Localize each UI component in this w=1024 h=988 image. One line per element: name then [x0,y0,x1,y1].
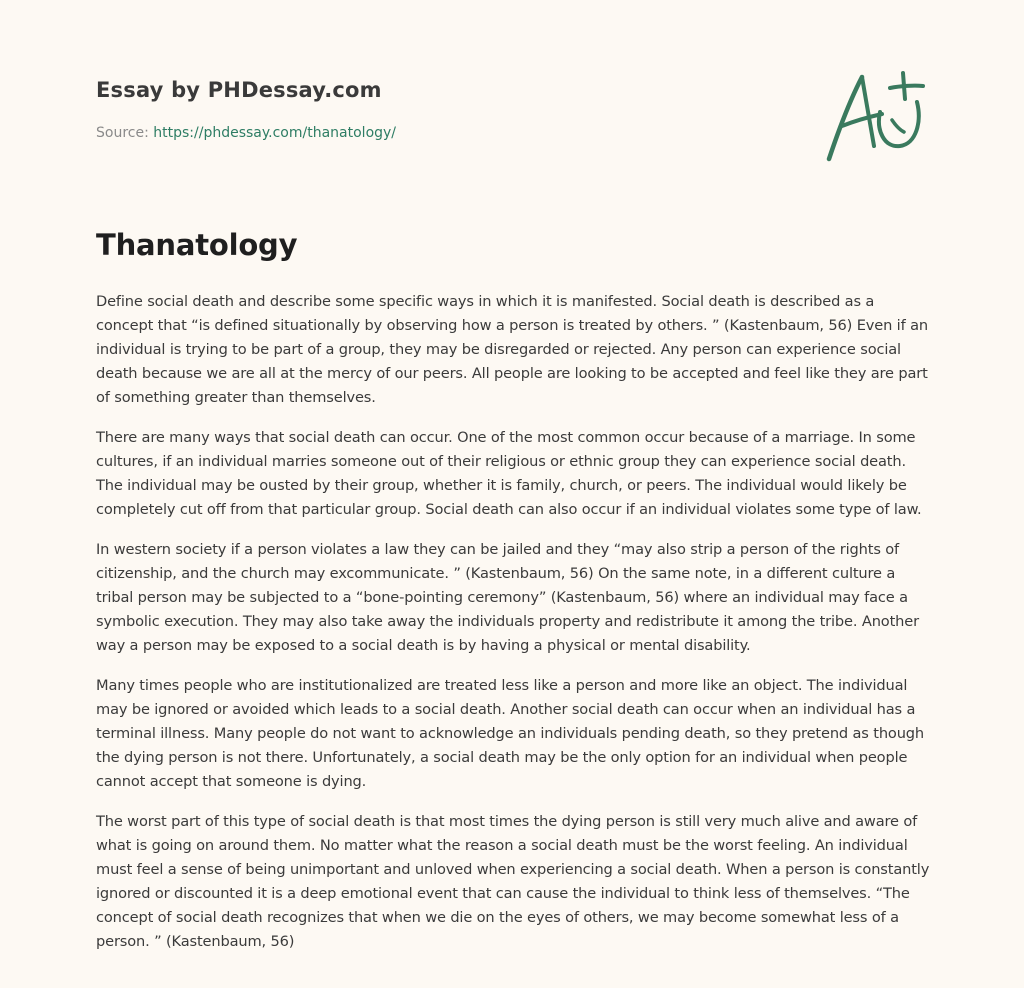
source-link[interactable]: https://phdessay.com/thanatology/ [153,125,397,141]
essay-title: Thanatology [96,228,298,262]
essay-paragraph: There are many ways that social death can occur. One of the most common occur because of a marriage. In some cultures, if an individual marries someone out of their religious or ethnic group they can experience social death. The individual may be ousted by their group, whether it is family, church, or peers. The individual would likely be completely cut off from that particular group. Social death can also occur if an individual violates some type of law. [96,429,922,518]
a-plus-logo-icon [822,66,928,166]
essay-paragraph: The worst part of this type of social death is that most times the dying person is still very much alive and aware of what is going on around them. No matter what the reason a social death must be the worst feeling. An individual must feel a sense of being unimportant and unloved when experiencing a social death. When a person is constantly ignored or discounted it is a deep emotional event that can cause the individual to think less of themselves. “The concept of social death recognizes that when we die on the eyes of others, we may become somewhat less of a person. ” (Kastenbaum, 56) [96,813,930,950]
source-label: Source: [96,125,154,141]
page-header [96,76,796,142]
essay-content [96,226,930,970]
source-line [96,124,796,142]
essay-paragraph: In western society if a person violates a law they can be jailed and they “may also strip a person of the rights of citizenship, and the church may excommunicate. ” (Kastenbaum, 56) On the same note, in a different culture a tribal person may be subjected to a “bone-pointing ceremony” (Kastenbaum, 56) where an individual may face a symbolic execution. They may also take away the individuals property and redistribute it among the tribe. Another way a person may be exposed to a social death is by having a physical or mental disability. [96,541,919,654]
site-title: Essay by PHDessay.com [96,78,382,102]
essay-paragraph: Many times people who are institutionalized are treated less like a person and more like an object. The individual may be ignored or avoided which leads to a social death. Another social death can occur when an individual has a terminal illness. Many people do not want to acknowledge an individuals pending death, so they pretend as though the dying person is not there. Unfortunately, a social death may be the only option for an individual when people cannot accept that someone is dying. [96,677,925,790]
essay-paragraph: Define social death and describe some specific ways in which it is manifested. Social death is described as a concept that “is defined situationally by observing how a person is treated by others. ” (Kastenbaum, 56) Even if an individual is trying to be part of a group, they may be disregarded or rejected. Any person can experience social death because we are all at the mercy of our peers. All people are looking to be accepted and feel like they are part of something greater than themselves. [96,293,928,406]
